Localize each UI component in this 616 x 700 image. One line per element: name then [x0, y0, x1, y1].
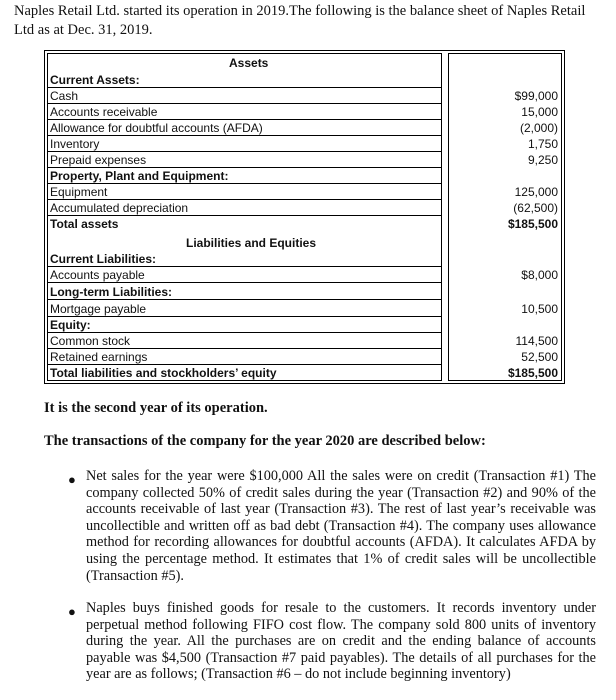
mortgage-value: 10,500	[521, 302, 558, 316]
accounts-payable-label: Accounts payable	[48, 267, 441, 283]
inventory-label: Inventory	[48, 136, 441, 152]
total-liabilities-value: $185,500	[507, 366, 558, 380]
second-year-note: It is the second year of its operation.	[44, 400, 268, 416]
cash-label: Cash	[48, 88, 441, 104]
transaction-bullet-1: Net sales for the year were $100,000 All the sales were on credit (Transaction #1) The company collected 50% of credit sales during the year (Transaction #2) and 90% of the accounts receivable of last year (Transaction #3). The rest of last year’s receivable was uncollectible and written off as bad debt (Transaction #4). The company uses allowance method for recording allowances for doubtful accounts (AFDA). It calculates AFDA by using the percentage method. It estimates that 1% of credit sales will be uncollectible (Transaction #5).	[86, 468, 596, 584]
total-assets-label: Total assets	[50, 217, 119, 231]
liabilities-header: Liabilities and Equities	[186, 236, 317, 250]
total-assets-value: $185,500	[507, 217, 558, 231]
equipment-label: Equipment	[48, 184, 441, 200]
transaction-bullet-2: Naples buys finished goods for resale to the customers. It records inventory under perpetual method following FIFO cost flow. The company sold 800 units of inventory during the year. All the purchases are on credit and the ending balance of accounts payable was $4,500 (Transaction #7 paid payables). The details of all purchases for the year are as follows; (Transaction #6 – do not include beginning inventory)	[86, 600, 596, 683]
long-term-liabilities-label: Long-term Liabilities:	[48, 284, 441, 300]
total-liabilities-label: Total liabilities and stockholders’ equity	[50, 366, 277, 380]
inventory-value: 1,750	[527, 137, 558, 151]
retained-earnings-value: 52,500	[521, 350, 558, 364]
intro-paragraph: Naples Retail Ltd. started its operation in 2019.The following is the balance sheet of Naples Retail Ltd as at Dec. 31, 2019.	[14, 3, 586, 38]
accum-dep-label: Accumulated depreciation	[48, 200, 441, 216]
ppe-label: Property, Plant and Equipment:	[48, 168, 441, 184]
accum-dep-value: (62,500)	[513, 201, 558, 215]
equity-label: Equity:	[48, 317, 441, 333]
assets-header: Assets	[229, 56, 269, 70]
cash-value: $99,000	[514, 89, 558, 103]
equipment-value: 125,000	[514, 185, 558, 199]
current-liabilities-label: Current Liabilities:	[48, 251, 441, 267]
accounts-receivable-label: Accounts receivable	[48, 104, 441, 120]
common-stock-value: 114,500	[515, 334, 558, 348]
bullet-dot-1: ●	[68, 472, 76, 487]
prepaid-value: 9,250	[527, 153, 558, 167]
afda-value: (2,000)	[519, 121, 558, 135]
common-stock-label: Common stock	[48, 333, 441, 349]
current-assets-label: Current Assets:	[48, 72, 441, 88]
prepaid-label: Prepaid expenses	[48, 152, 441, 168]
accounts-receivable-value: 15,000	[521, 105, 558, 119]
bullet-dot-2: ●	[68, 604, 76, 619]
transactions-heading: The transactions of the company for the year 2020 are described below:	[44, 433, 486, 449]
retained-earnings-label: Retained earnings	[48, 349, 441, 365]
accounts-payable-value: $8,000	[521, 268, 558, 282]
afda-label: Allowance for doubtful accounts (AFDA)	[48, 120, 441, 136]
mortgage-label: Mortgage payable	[48, 301, 441, 317]
